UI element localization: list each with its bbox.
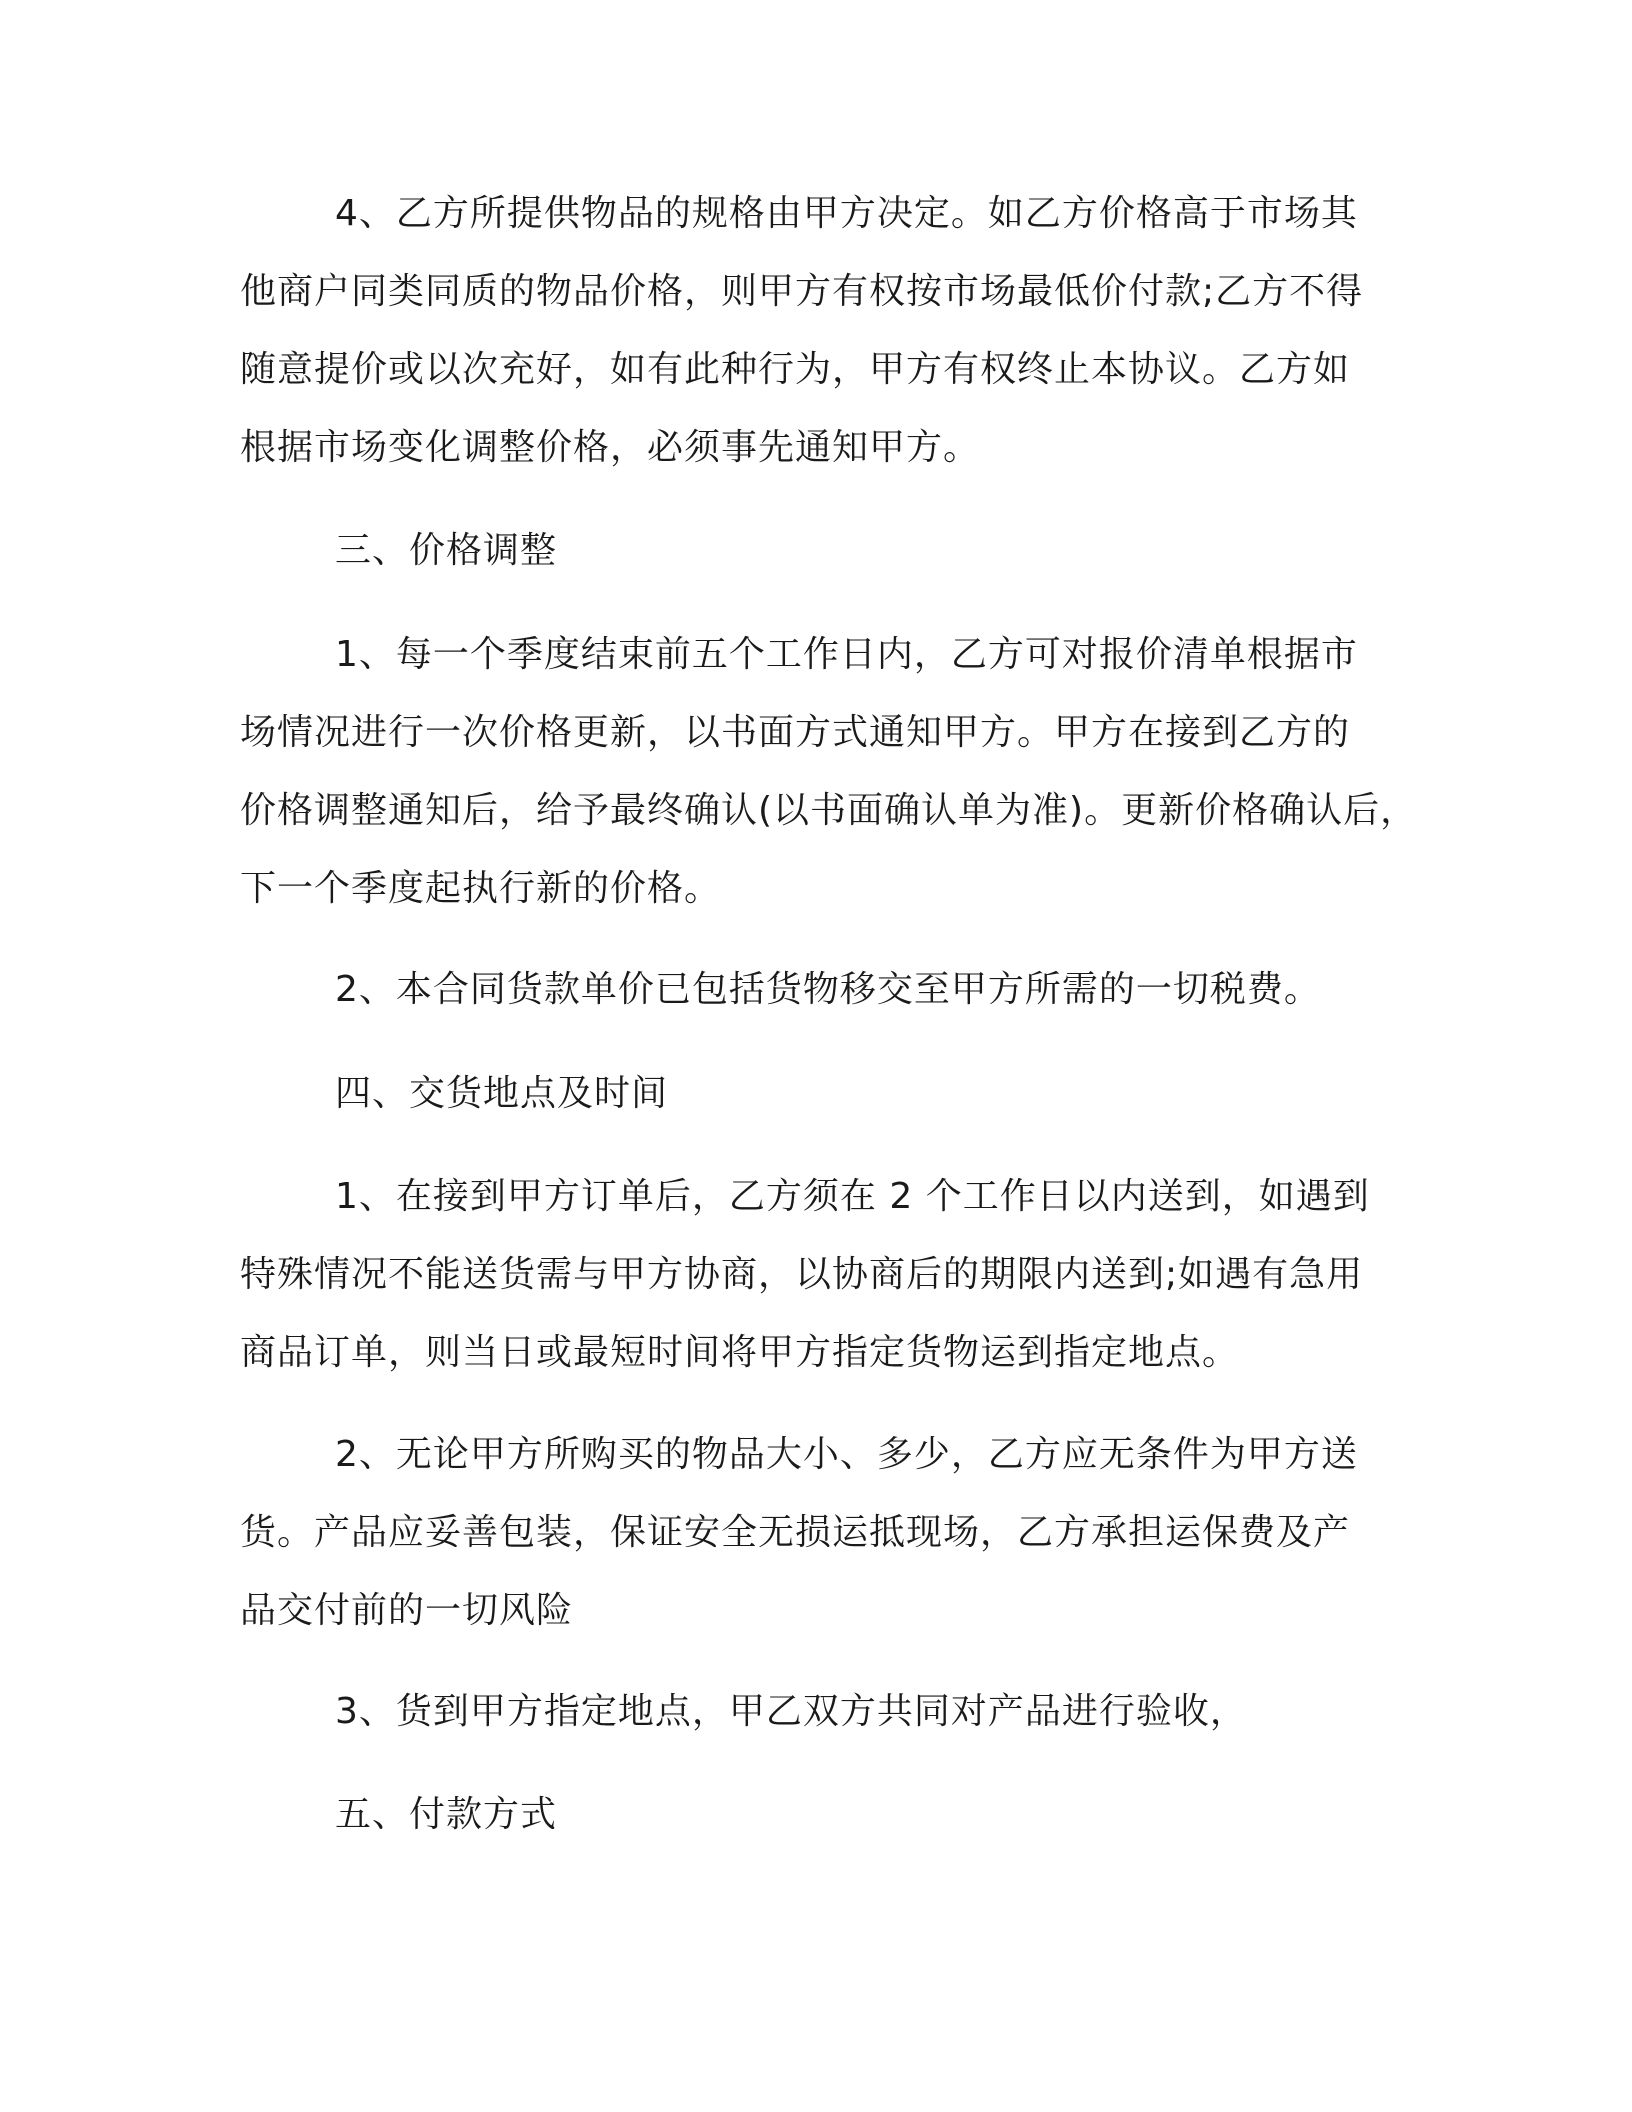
- paragraph-4-1: [240, 1158, 1410, 1392]
- paragraph-4-2: [240, 1416, 1410, 1650]
- text-line: 价格调整通知后，给予最终确认(以书面确认单为准)。更新价格确认后，: [240, 790, 1418, 831]
- section-heading-5: [240, 1776, 1410, 1854]
- paragraph-3-1: [240, 616, 1418, 928]
- paragraph-item-4: [240, 175, 1410, 487]
- text-line: 特殊情况不能送货需与甲方协商，以协商后的期限内送到;如遇有急用: [240, 1254, 1364, 1295]
- section-heading-4: [240, 1055, 1410, 1133]
- heading-text: 四、交货地点及时间: [335, 1073, 669, 1114]
- text-line: 根据市场变化调整价格，必须事先通知甲方。: [240, 427, 981, 468]
- text-line: 商品订单，则当日或最短时间将甲方指定货物运到指定地点。: [240, 1332, 1240, 1373]
- text-line: 2、无论甲方所购买的物品大小、多少，乙方应无条件为甲方送: [335, 1434, 1358, 1475]
- text-line: 4、乙方所提供物品的规格由甲方决定。如乙方价格高于市场其: [335, 193, 1358, 234]
- text-line: 3、货到甲方指定地点，甲乙双方共同对产品进行验收，: [335, 1691, 1247, 1732]
- text-line: 1、每一个季度结束前五个工作日内，乙方可对报价清单根据市: [335, 634, 1358, 675]
- section-heading-3: [240, 512, 1410, 590]
- text-line: 下一个季度起执行新的价格。: [240, 868, 722, 909]
- text-line: 场情况进行一次价格更新，以书面方式通知甲方。甲方在接到乙方的: [240, 712, 1351, 753]
- text-line: 品交付前的一切风险: [240, 1590, 574, 1631]
- heading-text: 三、价格调整: [335, 530, 558, 571]
- text-line: 他商户同类同质的物品价格，则甲方有权按市场最低价付款;乙方不得: [240, 271, 1364, 312]
- paragraph-4-3: [240, 1673, 1410, 1751]
- text-line: 随意提价或以次充好，如有此种行为，甲方有权终止本协议。乙方如: [240, 349, 1351, 390]
- text-line: 1、在接到甲方订单后，乙方须在 2 个工作日以内送到，如遇到: [335, 1176, 1370, 1217]
- paragraph-3-2: [240, 951, 1410, 1029]
- heading-text: 五、付款方式: [335, 1794, 558, 1835]
- text-line: 货。产品应妥善包装，保证安全无损运抵现场，乙方承担运保费及产: [240, 1512, 1351, 1553]
- text-line: 2、本合同货款单价已包括货物移交至甲方所需的一切税费。: [335, 969, 1321, 1010]
